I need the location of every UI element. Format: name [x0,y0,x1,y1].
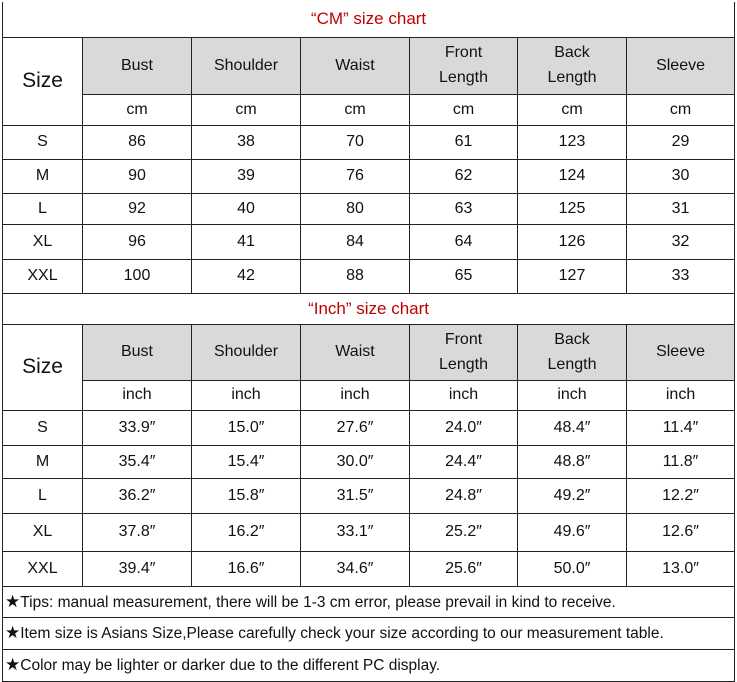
cm_chart-col-waist: Waist [301,38,410,95]
inch_chart-col-waist: Waist [301,325,410,381]
cm_chart-value-cell: 84 [301,225,410,260]
cm_chart-col-sleeve: Sleeve [627,38,735,95]
star-icon: ★ [5,623,21,643]
table-row [3,126,735,160]
inch_chart-value-cell: 33.1″ [301,514,410,552]
inch_chart-value-cell: 15.0″ [192,411,301,446]
inch_chart-value-cell: 34.6″ [301,552,410,587]
inch_chart-value-cell: 31.5″ [301,479,410,514]
inch_chart-size-xxl: XXL [3,552,83,587]
inch_chart-unit-cell: inch [410,381,518,411]
cm_chart-value-cell: 127 [518,260,627,294]
cm_chart-value-cell: 125 [518,194,627,225]
inch_chart-value-cell: 33.9″ [83,411,192,446]
cm_chart-value-cell: 31 [627,194,735,225]
table-row [3,514,735,552]
note-text: Item size is Asians Size,Please carefully check your size according to our measurement table. [20,625,664,643]
inch_chart-unit-cell: inch [83,381,192,411]
cm_chart-size-m: M [3,160,83,194]
cm_chart-value-cell: 88 [301,260,410,294]
inch_chart-value-cell: 11.8″ [627,446,735,479]
note-row [3,618,735,650]
cm_chart-unit-cell: cm [301,95,410,126]
inch_chart-size-label: Size [3,325,83,411]
table-row [3,194,735,225]
cm_chart-size-label: Size [3,38,83,126]
inch_chart-col-back-length-label: Back Length [547,330,597,373]
inch_chart-value-cell: 24.8″ [410,479,518,514]
inch_chart-unit-row [3,381,735,411]
inch_chart-value-cell: 16.6″ [192,552,301,587]
cm_chart-value-cell: 41 [192,225,301,260]
cm_chart-value-cell: 124 [518,160,627,194]
cm_chart-value-cell: 62 [410,160,518,194]
cm_chart-col-back-length [518,38,627,95]
cm_chart-col-front-length-label: Front Length [439,44,488,86]
inch_chart-value-cell: 48.4″ [518,411,627,446]
cm_chart-value-cell: 40 [192,194,301,225]
cm_chart-value-cell: 80 [301,194,410,225]
inch_chart-value-cell: 12.6″ [627,514,735,552]
inch_chart-value-cell: 49.6″ [518,514,627,552]
inch_chart-size-xl: XL [3,514,83,552]
note-text: Tips: manual measurement, there will be 1-3 cm error, please prevail in kind to receive. [20,593,616,611]
cm_chart-value-cell: 100 [83,260,192,294]
inch_chart-unit-cell: inch [192,381,301,411]
note-row [3,587,735,618]
inch_chart-value-cell: 11.4″ [627,411,735,446]
cm_chart-title: “CM” size chart [3,2,735,38]
inch_chart-col-back-length [518,325,627,381]
cm_chart-value-cell: 64 [410,225,518,260]
cm_chart-unit-cell: cm [410,95,518,126]
inch_chart-value-cell: 15.8″ [192,479,301,514]
inch_chart-value-cell: 27.6″ [301,411,410,446]
inch_chart-value-cell: 25.6″ [410,552,518,587]
cm_chart-unit-row [3,95,735,126]
size-chart-table [2,2,735,682]
cm_chart-value-cell: 38 [192,126,301,160]
cm_chart-value-cell: 33 [627,260,735,294]
table-row [3,552,735,587]
inch_chart-unit-cell: inch [518,381,627,411]
table-row [3,260,735,294]
cm_chart-value-cell: 96 [83,225,192,260]
inch_chart-value-cell: 36.2″ [83,479,192,514]
cm_chart-value-cell: 76 [301,160,410,194]
cm_chart-value-cell: 30 [627,160,735,194]
cm_chart-value-cell: 86 [83,126,192,160]
inch_chart-value-cell: 30.0″ [301,446,410,479]
inch_chart-value-cell: 16.2″ [192,514,301,552]
cm_chart-value-cell: 42 [192,260,301,294]
inch_chart-size-m: M [3,446,83,479]
cm_chart-col-shoulder: Shoulder [192,38,301,95]
cm_chart-value-cell: 70 [301,126,410,160]
cm_chart-value-cell: 65 [410,260,518,294]
note-2 [3,618,735,650]
inch_chart-unit-cell: inch [627,381,735,411]
star-icon: ★ [5,655,21,675]
inch_chart-value-cell: 37.8″ [83,514,192,552]
inch_chart-header-row [3,325,735,381]
star-icon: ★ [5,591,21,611]
cm_chart-unit-cell: cm [518,95,627,126]
inch_chart-value-cell: 24.0″ [410,411,518,446]
inch_chart-value-cell: 12.2″ [627,479,735,514]
table-row [3,411,735,446]
cm_chart-title-row [3,2,735,38]
cm_chart-value-cell: 90 [83,160,192,194]
cm_chart-value-cell: 126 [518,225,627,260]
inch_chart-value-cell: 35.4″ [83,446,192,479]
cm_chart-size-s: S [3,126,83,160]
inch_chart-value-cell: 50.0″ [518,552,627,587]
table-row [3,225,735,260]
inch_chart-value-cell: 48.8″ [518,446,627,479]
cm_chart-value-cell: 39 [192,160,301,194]
cm_chart-size-xxl: XXL [3,260,83,294]
inch_chart-col-sleeve: Sleeve [627,325,735,381]
cm_chart-value-cell: 92 [83,194,192,225]
table-row [3,160,735,194]
cm_chart-unit-cell: cm [627,95,735,126]
inch_chart-col-front-length-label: Front Length [439,330,488,373]
cm_chart-unit-cell: cm [83,95,192,126]
cm_chart-col-bust: Bust [83,38,192,95]
inch_chart-title-row [3,294,735,325]
inch_chart-unit-cell: inch [301,381,410,411]
table-row [3,446,735,479]
cm_chart-value-cell: 63 [410,194,518,225]
note-text: Color may be lighter or darker due to the different PC display. [20,657,441,675]
inch_chart-size-l: L [3,479,83,514]
inch_chart-col-bust: Bust [83,325,192,381]
cm_chart-header-row [3,38,735,95]
inch_chart-value-cell: 15.4″ [192,446,301,479]
inch_chart-value-cell: 39.4″ [83,552,192,587]
cm_chart-value-cell: 123 [518,126,627,160]
inch_chart-size-s: S [3,411,83,446]
inch_chart-value-cell: 24.4″ [410,446,518,479]
inch_chart-value-cell: 25.2″ [410,514,518,552]
cm_chart-value-cell: 29 [627,126,735,160]
inch_chart-value-cell: 49.2″ [518,479,627,514]
cm_chart-value-cell: 61 [410,126,518,160]
cm_chart-value-cell: 32 [627,225,735,260]
inch_chart-col-front-length [410,325,518,381]
cm_chart-size-l: L [3,194,83,225]
inch_chart-col-shoulder: Shoulder [192,325,301,381]
inch_chart-title: “Inch” size chart [3,294,735,325]
inch_chart-value-cell: 13.0″ [627,552,735,587]
cm_chart-unit-cell: cm [192,95,301,126]
cm_chart-col-front-length [410,38,518,95]
cm_chart-size-xl: XL [3,225,83,260]
note-1 [3,587,735,618]
cm_chart-col-back-length-label: Back Length [547,44,597,86]
table-row [3,479,735,514]
